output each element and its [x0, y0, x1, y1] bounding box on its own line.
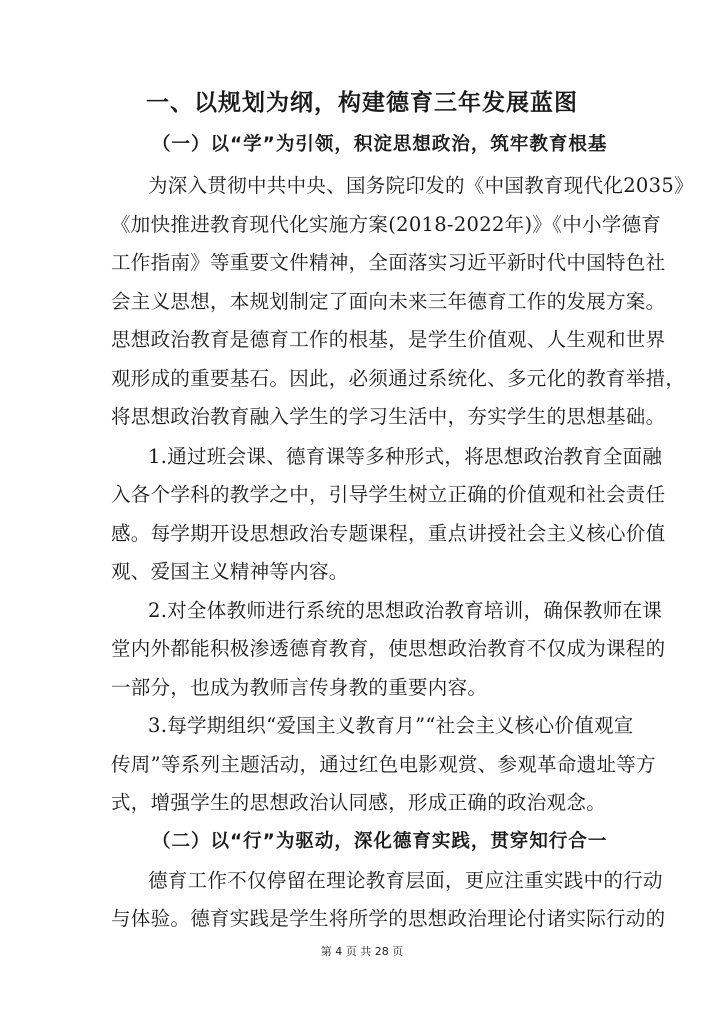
paragraph-line: 将思想政治教育融入学生的学习生活中，夯实学生的思想基础。	[111, 405, 666, 428]
paragraph-line: 与体验。德育实践是学生将所学的思想政治理论付诸实际行动的	[111, 907, 666, 930]
list-item-3-line: 3.每学期组织“爱国主义教育月”“社会主义核心价值观宣	[148, 714, 634, 737]
list-item-1-line: 感。每学期开设思想政治专题课程，重点讲授社会主义核心价值	[111, 522, 666, 545]
paragraph-line: 工作指南》等重要文件精神，全面落实习近平新时代中国特色社	[111, 251, 666, 274]
paragraph-line: 观形成的重要基石。因此，必须通过系统化、多元化的教育举措，	[111, 367, 686, 390]
list-item-1-line: 入各个学科的教学之中，引导学生树立正确的价值观和社会责任	[111, 483, 666, 506]
list-item-3-line: 式，增强学生的思想政治认同感，形成正确的政治观念。	[111, 791, 607, 814]
list-item-1-line: 观、爱国主义精神等内容。	[111, 560, 349, 583]
list-item-2-line: 堂内外都能积极渗透德育教育，使思想政治教育不仅成为课程的	[111, 637, 666, 660]
paragraph-line: 《加快推进教育现代化实施方案(2018-2022年)》《中小学德育	[111, 213, 662, 236]
list-item-3-line: 传周”等系列主题活动，通过红色电影观赏、参观革命遗址等方	[111, 753, 656, 776]
paragraph-line: 德育工作不仅停留在理论教育层面，更应注重实践中的行动	[148, 869, 663, 892]
section-1-heading: （一）以“学”为引领，积淀思想政治，筑牢教育根基	[152, 134, 608, 155]
paragraph-line: 为深入贯彻中共中央、国务院印发的《中国教育现代化2035》	[148, 174, 694, 197]
paragraph-line: 思想政治教育是德育工作的根基，是学生价值观、人生观和世界	[111, 328, 666, 351]
section-2-heading: （二）以“行”为驱动，深化德育实践，贯穿知行合一	[152, 831, 608, 852]
list-item-2-line: 一部分，也成为教师言传身教的重要内容。	[111, 676, 488, 699]
page-title: 一、以规划为纲，构建德育三年发展蓝图	[146, 90, 578, 116]
list-item-2-line: 2.对全体教师进行系统的思想政治教育培训，确保教师在课	[148, 599, 663, 622]
page-number-footer: 第 4 页 共 28 页	[320, 945, 404, 958]
paragraph-line: 会主义思想，本规划制定了面向未来三年德育工作的发展方案。	[111, 290, 666, 313]
list-item-1-line: 1.通过班会课、德育课等多种形式，将思想政治教育全面融	[148, 445, 663, 468]
